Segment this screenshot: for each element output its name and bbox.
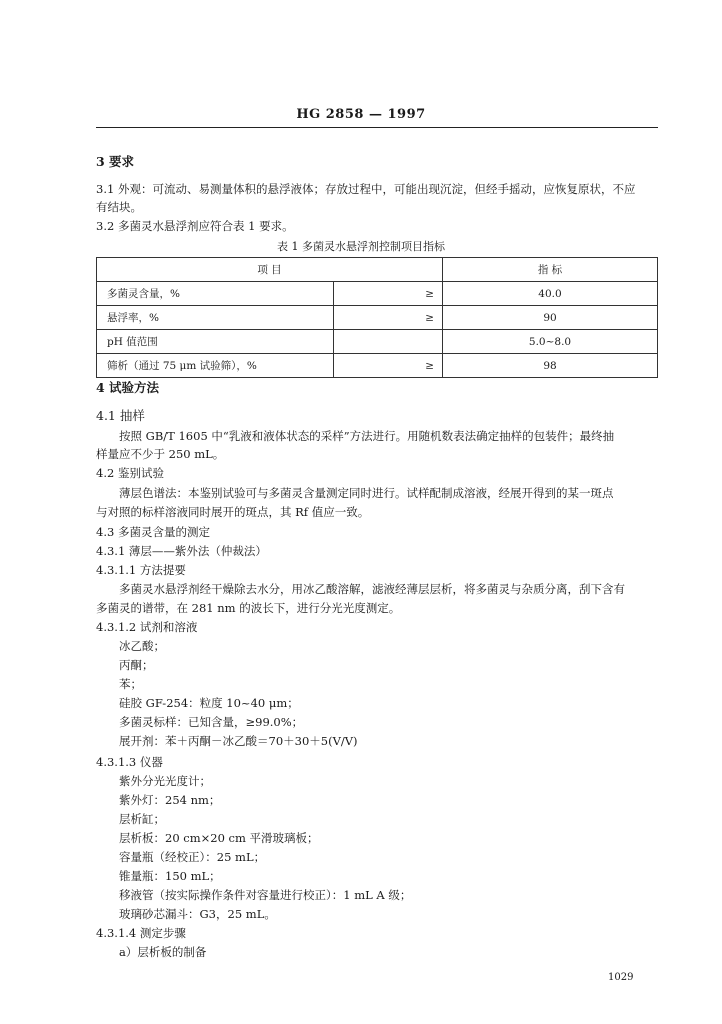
section-4-1-line1: 按照 GB/T 1605 中“乳液和液体状态的采样”方法进行。用随机数表法确定抽样的包装件；最终抽: [119, 429, 615, 443]
row-value: 40.0: [443, 282, 658, 306]
row-item: 悬浮率，%: [97, 306, 334, 330]
section-4-1-line2: 样量应不少于 250 mL。: [96, 447, 225, 461]
table-row: [97, 330, 658, 354]
section-3-title: 3 要求: [96, 154, 135, 169]
reagent-item: 展开剂：苯＋丙酮－冰乙酸＝70＋30＋5(V/V): [119, 734, 358, 748]
instrument-item: 层析缸；: [119, 812, 165, 826]
row-item: 筛析（通过 75 μm 试验筛），%: [97, 354, 334, 378]
instrument-item: 紫外分光光度计；: [119, 774, 211, 788]
instrument-item: 锥量瓶：150 mL；: [119, 869, 221, 883]
section-4-1-title: 4.1 抽样: [96, 408, 145, 423]
row-value: 90: [443, 306, 658, 330]
table-row: [97, 354, 658, 378]
section-4-3-1-1-line2: 多菌灵的谱带，在 281 nm 的波长下，进行分光光度测定。: [96, 601, 401, 615]
section-3-1-line1: 3.1 外观：可流动、易测量体积的悬浮液体；存放过程中，可能出现沉淀，但经手摇动，应恢复原状，不应: [96, 182, 636, 196]
header-rule: [96, 127, 658, 128]
row-value: 98: [443, 354, 658, 378]
section-4-3-1-1-line1: 多菌灵水悬浮剂经干燥除去水分，用冰乙酸溶解，滤液经薄层层析，将多菌灵与杂质分离，刮下含有: [119, 582, 625, 596]
instrument-item: 玻璃砂芯漏斗：G3，25 mL。: [119, 907, 276, 921]
section-3-1-line2: 有结块。: [96, 200, 142, 214]
instrument-item: 容量瓶（经校正）：25 mL；: [119, 850, 266, 864]
section-4-3-1-4-title: 4.3.1.4 测定步骤: [96, 926, 186, 940]
document-code: HG 2858 — 1997: [296, 107, 426, 122]
section-4-2-line1: 薄层色谱法：本鉴别试验可与多菌灵含量测定同时进行。试样配制成溶液，经展开得到的某一斑点: [119, 486, 614, 500]
row-operator: [334, 330, 443, 354]
section-4-3-1-title: 4.3.1 薄层——紫外法（仲裁法）: [96, 544, 267, 558]
table-header-item: 项 目: [97, 258, 443, 282]
table-caption: 表 1 多菌灵水悬浮剂控制项目指标: [277, 240, 445, 253]
row-item: 多菌灵含量，%: [97, 282, 334, 306]
table-row: [97, 282, 658, 306]
table-header-row: [97, 258, 658, 282]
reagent-item: 丙酮；: [119, 658, 154, 672]
section-4-3-title: 4.3 多菌灵含量的测定: [96, 525, 210, 539]
section-4-2-title: 4.2 鉴别试验: [96, 466, 164, 480]
reagent-item: 多菌灵标样：已知含量，≥99.0%；: [119, 715, 304, 729]
section-4-3-1-3-title: 4.3.1.3 仪器: [96, 755, 163, 769]
reagent-item: 苯；: [119, 677, 142, 691]
section-4-3-1-2-title: 4.3.1.2 试剂和溶液: [96, 620, 198, 634]
instrument-item: 移液管（按实际操作条件对容量进行校正）：1 mL A 级；: [119, 888, 412, 902]
row-item: pH 值范围: [97, 330, 334, 354]
section-4-2-line2: 与对照的标样溶液同时展开的斑点，其 Rf 值应一致。: [96, 505, 370, 519]
table-header-value: 指 标: [443, 258, 658, 282]
table-row: [97, 306, 658, 330]
row-operator: ≥: [334, 354, 443, 378]
instrument-item: 紫外灯：254 nm；: [119, 793, 221, 807]
section-3-2: 3.2 多菌灵水悬浮剂应符合表 1 要求。: [96, 219, 294, 233]
section-4-3-1-4-a: a）层析板的制备: [119, 945, 207, 959]
row-value: 5.0~8.0: [443, 330, 658, 354]
row-operator: ≥: [334, 282, 443, 306]
page-number: 1029: [608, 972, 634, 983]
reagent-item: 硅胶 GF-254：粒度 10~40 μm；: [119, 696, 299, 710]
row-operator: ≥: [334, 306, 443, 330]
section-4-title: 4 试验方法: [96, 380, 160, 395]
instrument-item: 层析板：20 cm×20 cm 平滑玻璃板；: [119, 831, 319, 845]
section-4-3-1-1-title: 4.3.1.1 方法提要: [96, 563, 186, 577]
spec-table: [96, 257, 658, 378]
reagent-item: 冰乙酸；: [119, 639, 165, 653]
